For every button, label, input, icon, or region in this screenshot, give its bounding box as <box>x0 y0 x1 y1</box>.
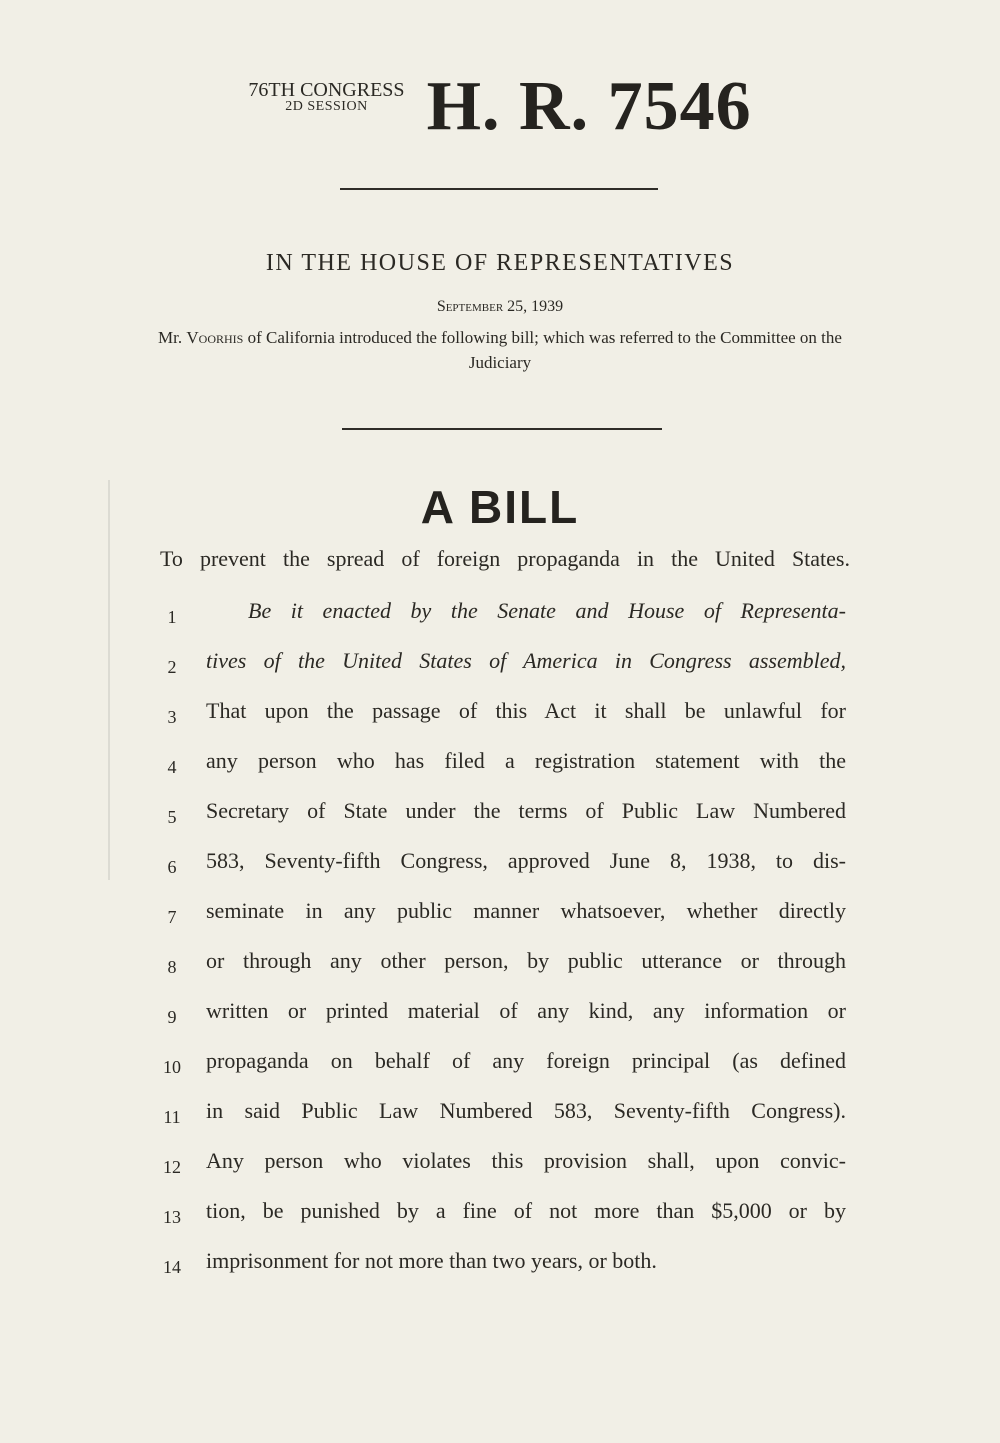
chamber-heading: IN THE HOUSE OF REPRESENTATIVES <box>265 250 735 276</box>
bill-line <box>150 898 850 938</box>
divider-rule-top <box>340 188 658 190</box>
line-number: 2 <box>167 657 177 677</box>
introduction-date: September 25, 1939 <box>436 298 564 315</box>
bill-line <box>150 848 850 888</box>
line-number: 11 <box>163 1107 181 1127</box>
introduction-statement <box>150 326 850 375</box>
line-text: or through any other person, by public utterance or through <box>206 948 846 973</box>
line-text: Secretary of State under the terms of Public Law Numbered <box>206 798 846 823</box>
line-number: 14 <box>163 1257 181 1277</box>
line-text: propaganda on behalf of any foreign principal (as defined <box>206 1048 846 1073</box>
bill-line <box>150 1048 850 1088</box>
line-text: tion, be punished by a fine of not more than $5,000 or by <box>206 1198 846 1223</box>
line-number: 3 <box>167 707 177 727</box>
intro-prefix: Mr. <box>158 328 183 347</box>
session-label: 2D SESSION <box>285 99 368 114</box>
congress-session-block <box>248 80 404 114</box>
line-number: 12 <box>163 1157 181 1177</box>
line-number: 5 <box>167 807 177 827</box>
divider-rule-bottom <box>342 428 662 430</box>
bill-line <box>150 598 850 638</box>
bill-line <box>150 698 850 738</box>
document-type-heading: A BILL <box>420 481 580 533</box>
line-text: imprisonment for not more than two years, or both. <box>206 1248 657 1273</box>
line-number: 6 <box>167 857 177 877</box>
line-number: 9 <box>167 1007 177 1027</box>
intro-member: Voorhis <box>186 328 244 347</box>
bill-header <box>0 68 1000 145</box>
line-number: 7 <box>167 907 177 927</box>
bill-line <box>150 948 850 988</box>
congress-label: 76TH CONGRESS <box>248 79 405 101</box>
line-text: Any person who violates this provision shall, upon convic- <box>206 1148 846 1173</box>
bill-line <box>150 998 850 1038</box>
intro-text: of California introduced the following bill; which was referred to the Committee on the Judiciary <box>247 328 842 372</box>
line-text: seminate in any public manner whatsoever, whether directly <box>206 898 846 923</box>
line-text: That upon the passage of this Act it shall be unlawful for <box>206 698 846 723</box>
ghost-rule <box>108 480 110 880</box>
bill-line <box>150 1198 850 1238</box>
line-number: 8 <box>167 957 177 977</box>
bill-line <box>150 798 850 838</box>
bill-line <box>150 1148 850 1188</box>
line-number: 10 <box>163 1057 181 1077</box>
line-text: Be it enacted by the Senate and House of Representa- <box>248 598 846 623</box>
line-text: any person who has filed a registration statement with the <box>206 748 846 773</box>
bill-purpose: To prevent the spread of foreign propaganda in the United States. <box>160 546 850 571</box>
line-number: 13 <box>163 1207 181 1227</box>
line-text: tives of the United States of America in Congress assembled, <box>206 648 846 673</box>
line-number: 1 <box>167 607 177 627</box>
bill-line <box>150 1248 850 1288</box>
bill-line <box>150 648 850 688</box>
line-text: in said Public Law Numbered 583, Seventy-fifth Congress). <box>206 1098 846 1123</box>
line-number: 4 <box>167 757 177 777</box>
line-text: 583, Seventy-fifth Congress, approved June 8, 1938, to dis- <box>206 848 846 873</box>
bill-number: H. R. 7546 <box>426 68 752 145</box>
bill-line <box>150 748 850 788</box>
line-text: written or printed material of any kind, any information or <box>206 998 846 1023</box>
bill-line <box>150 1098 850 1138</box>
